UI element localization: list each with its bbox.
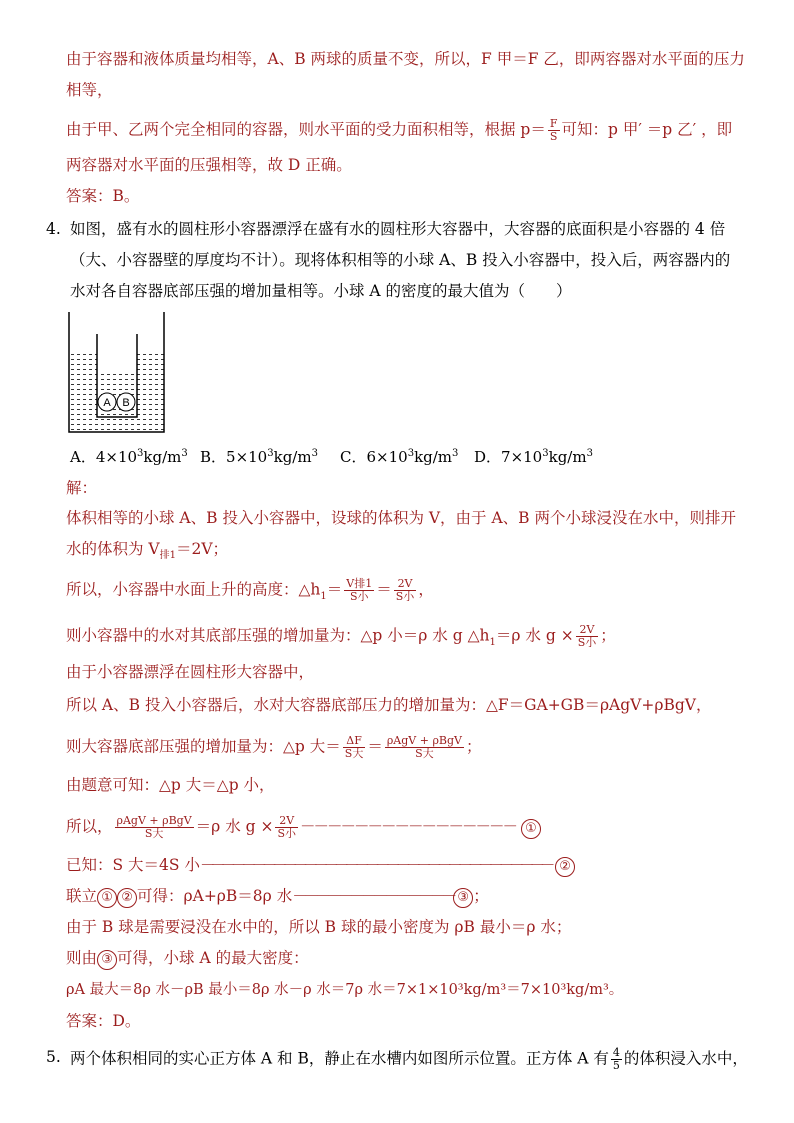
frac-numerator: ρAgV + ρBgV: [386, 734, 462, 747]
q4-line-2: （大、小容器壁的厚度均不计）。现将体积相等的小球 A、B 投入小容器中，投入后，两容器内的: [70, 251, 731, 269]
solution-line-4: [66, 624, 616, 649]
s4-sub: 1: [489, 636, 496, 648]
frac-denominator: S小: [395, 590, 415, 603]
s4-text: 则小容器中的水对其底部压强的增加量为：△p 小＝ρ 水 g △h: [66, 626, 490, 645]
circled-1-ref: ①: [97, 888, 117, 908]
q5-line-1: [70, 1047, 748, 1072]
s2-tail: ＝2V；: [176, 540, 229, 558]
frac-numerator: V排1: [346, 577, 373, 590]
option-b-unit: kg/m: [273, 448, 312, 466]
option-d-label: D．7×10: [474, 448, 543, 466]
frac-denominator: 5: [612, 1059, 620, 1072]
ball-b-label: B: [122, 397, 130, 409]
answer-b: 答案：B。: [66, 187, 140, 205]
frac-denominator: S小: [577, 636, 597, 649]
s3-eq2: ＝: [376, 580, 392, 599]
solution-head: 解：: [66, 479, 98, 497]
q5-tail: 的体积浸入水中，: [623, 1049, 748, 1068]
solution-line-9: [66, 815, 541, 840]
fraction-gravity-over-s-big: [115, 815, 194, 840]
s10-dashes: －－－－－－－－－－－－－－－－－－－－－－－－－－－－－－－－－－: [199, 856, 551, 874]
fraction-f-over-s: [548, 118, 560, 143]
option-a-unit: kg/m: [143, 448, 182, 466]
option-d-unit-exp: 3: [586, 448, 593, 459]
option-a-exp: 3: [137, 448, 144, 459]
intro-line-3-text: 由于甲、乙两个完全相同的容器，则水平面的受力面积相等，根据 p＝: [66, 120, 546, 139]
frac-denominator: S大: [415, 747, 434, 760]
circled-3: ③: [453, 888, 473, 908]
frac-denominator: S: [549, 130, 558, 143]
solution-line-6: 所以 A、B 投入小容器后，水对大容器底部压力的增加量为：△F＝GA+GB＝ρAgV+ρBgV，: [66, 696, 712, 714]
solution-line-10: [66, 855, 575, 877]
option-a-unit-exp: 3: [181, 448, 188, 459]
intro-line-3: [66, 118, 732, 143]
option-a[interactable]: [70, 446, 188, 467]
s11-mid: 可得：ρA+ρB＝8ρ 水: [137, 887, 293, 905]
frac-numerator: ΔF: [343, 735, 366, 748]
s13-text: 则由: [66, 949, 98, 967]
ball-a-label: A: [103, 397, 111, 409]
s7-eq: ＝: [367, 737, 383, 756]
circled-1: ①: [521, 819, 541, 839]
option-c[interactable]: [340, 446, 458, 467]
frac-denominator: S小: [350, 590, 369, 603]
fraction-four-fifths: [611, 1047, 622, 1072]
frac-denominator: S小: [277, 827, 297, 840]
option-d-unit: kg/m: [548, 448, 587, 466]
solution-line-5: 由于小容器漂浮在圆柱形大容器中，: [66, 663, 315, 681]
q5-text: 两个体积相同的实心正方体 A 和 B，静止在水槽内如图所示位置。正方体 A 有: [70, 1049, 609, 1068]
intro-line-3-tail: 可知：p 甲′ ＝p 乙′ ，即: [561, 120, 733, 139]
option-c-exp: 3: [407, 448, 415, 459]
s7-end: ；: [466, 737, 482, 756]
frac-numerator: 2V: [275, 815, 298, 828]
intro-line-4: 两容器对水平面的压强相等，故 D 正确。: [66, 156, 352, 174]
s3-end: ，: [418, 580, 434, 599]
s9-dashes: －－－－－－－－－－－－－－－－: [300, 817, 517, 836]
frac-numerator: 2V: [576, 624, 599, 637]
s9-mid: ＝ρ 水 g ×: [195, 817, 274, 836]
option-c-unit: kg/m: [414, 448, 453, 466]
s9-text: 所以，: [66, 817, 113, 836]
q4-line-1: 如图，盛有水的圆柱形小容器漂浮在盛有水的圆柱形大容器中，大容器的底面积是小容器的 4 倍: [70, 220, 726, 238]
solution-line-11: [66, 886, 489, 908]
option-d[interactable]: [474, 446, 593, 467]
fraction-df-over-s: [343, 735, 366, 760]
solution-line-1: 体积相等的小球 A、B 投入小容器中，设球的体积为 V，由于 A、B 两个小球浸没在水中，则排开: [66, 509, 736, 527]
fraction-2v-over-s-small-2: [275, 815, 298, 840]
option-b[interactable]: [200, 446, 318, 467]
fraction-2v-over-s: [394, 578, 417, 603]
circled-2: ②: [555, 857, 575, 877]
option-c-unit-exp: 3: [452, 448, 459, 459]
option-d-exp: 3: [542, 448, 549, 459]
intro-line-1: 由于容器和液体质量均相等，A、B 两球的质量不变，所以，F 甲＝F 乙，即两容器对水平面的压力: [66, 50, 745, 68]
option-b-exp: 3: [267, 448, 274, 459]
s4-mid: ＝ρ 水 g ×: [495, 626, 574, 645]
frac-denominator: S大: [344, 747, 364, 760]
s4-end: ；: [600, 626, 616, 645]
fraction-2v-over-s-small: [576, 624, 599, 649]
s2-text: 水的体积为 V: [66, 540, 160, 558]
answer-d: 答案：D。: [66, 1012, 141, 1030]
s3-sub: 1: [320, 590, 327, 602]
s13-tail: 可得，小球 A 的最大密度：: [117, 949, 309, 967]
s2-sub: 排1: [159, 550, 176, 561]
option-c-label: C．6×10: [340, 448, 408, 466]
solution-line-7: [66, 735, 482, 760]
s7-text: 则大容器底部压强的增加量为：△p 大＝: [66, 737, 341, 756]
question-4-number: 4.: [46, 220, 61, 238]
frac-numerator: 4: [612, 1046, 620, 1059]
solution-line-13: [66, 948, 309, 970]
circled-3-ref: ③: [97, 950, 117, 970]
s11-end: ；: [473, 887, 489, 905]
solution-line-2: [66, 539, 228, 562]
option-b-label: B．5×10: [200, 448, 268, 466]
s3-text: 所以，小容器中水面上升的高度：△h: [66, 580, 321, 599]
fraction-v-over-s: [344, 578, 374, 603]
option-b-unit-exp: 3: [311, 448, 318, 459]
frac-numerator: ρAgV + ρBgV: [116, 814, 192, 827]
s10-text: 已知：S 大＝4S 小: [66, 856, 200, 874]
circled-2-ref: ②: [117, 888, 137, 908]
s11-text: 联立: [66, 887, 98, 905]
fraction-gravity-over-s: [385, 735, 464, 760]
frac-denominator: S大: [144, 827, 164, 840]
solution-line-8: 由题意可知：△p 大＝△p 小，: [66, 776, 275, 794]
s11-dashes: －－－－－－－－－－－－－－: [292, 887, 454, 905]
frac-numerator: 2V: [394, 578, 417, 591]
solution-line-3: [66, 578, 434, 603]
q4-line-3: 水对各自容器底部压强的增加量相等。小球 A 的密度的最大值为（ ）: [70, 282, 572, 300]
solution-line-12: 由于 B 球是需要浸没在水中的，所以 B 球的最小密度为 ρB 最小＝ρ 水；: [66, 918, 572, 936]
container-figure: [64, 312, 168, 434]
intro-line-2: 相等，: [66, 81, 113, 99]
frac-numerator: F: [549, 117, 558, 130]
solution-line-14: ρA 最大＝8ρ 水－ρB 最小＝8ρ 水－ρ 水＝7ρ 水＝7×1×10³kg/m³＝7×10³kg/m³。: [66, 982, 624, 998]
question-5-number: 5.: [46, 1048, 61, 1066]
s3-eq: ＝: [326, 580, 343, 599]
option-a-label: A．4×10: [70, 448, 138, 466]
